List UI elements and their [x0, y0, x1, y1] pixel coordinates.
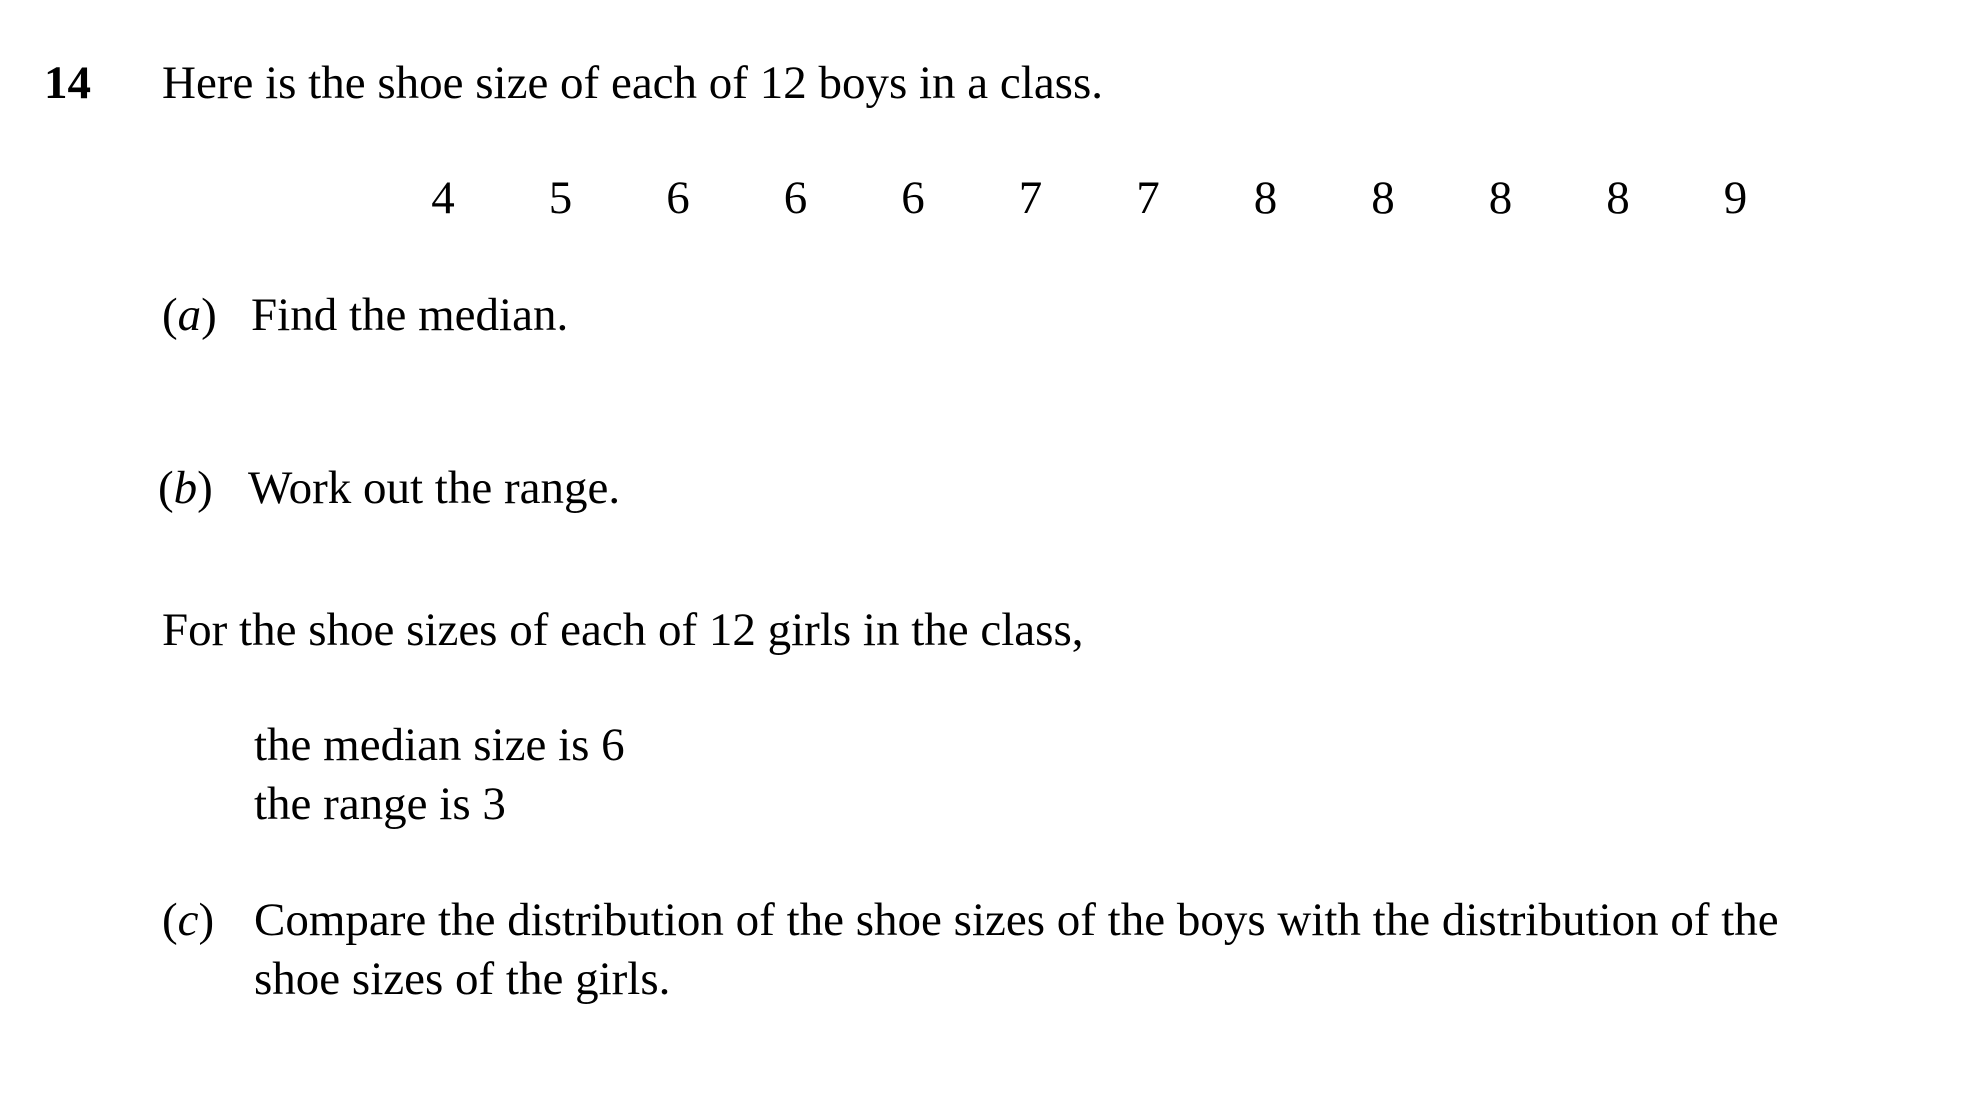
boys-shoe-size-value: 8 [1371, 172, 1395, 224]
girls-range-line: the range is 3 [254, 778, 506, 830]
part-b-label: (b) [158, 462, 213, 514]
boys-shoe-size-value: 6 [901, 172, 925, 224]
question-intro: Here is the shoe size of each of 12 boys in a class. [162, 57, 1104, 109]
question-number: 14 [44, 57, 91, 109]
part-c-question-line-2: shoe sizes of the girls. [254, 953, 671, 1005]
boys-shoe-size-value: 7 [1018, 172, 1043, 224]
part-b-question: Work out the range. [248, 462, 621, 514]
boys-shoe-size-value: 9 [1723, 172, 1748, 224]
boys-shoe-size-value: 8 [1488, 172, 1513, 224]
part-c-question-line-1: Compare the distribution of the shoe sizes of the boys with the distribution of the [254, 894, 1779, 946]
boys-shoe-size-value: 7 [1136, 172, 1160, 224]
boys-shoe-size-value: 8 [1606, 172, 1630, 224]
girls-median-line: the median size is 6 [254, 719, 625, 771]
boys-shoe-size-value: 6 [666, 172, 690, 224]
part-a-label: (a) [162, 289, 217, 341]
boys-shoe-sizes-list [0, 172, 1971, 225]
boys-shoe-size-value: 8 [1253, 172, 1278, 224]
girls-intro: For the shoe sizes of each of 12 girls in the class, [162, 604, 1084, 656]
boys-shoe-size-value: 5 [548, 172, 573, 224]
part-a-question: Find the median. [251, 289, 569, 341]
boys-shoe-size-value: 4 [431, 172, 455, 224]
part-c-label: (c) [162, 894, 215, 946]
boys-shoe-size-value: 6 [783, 172, 808, 224]
